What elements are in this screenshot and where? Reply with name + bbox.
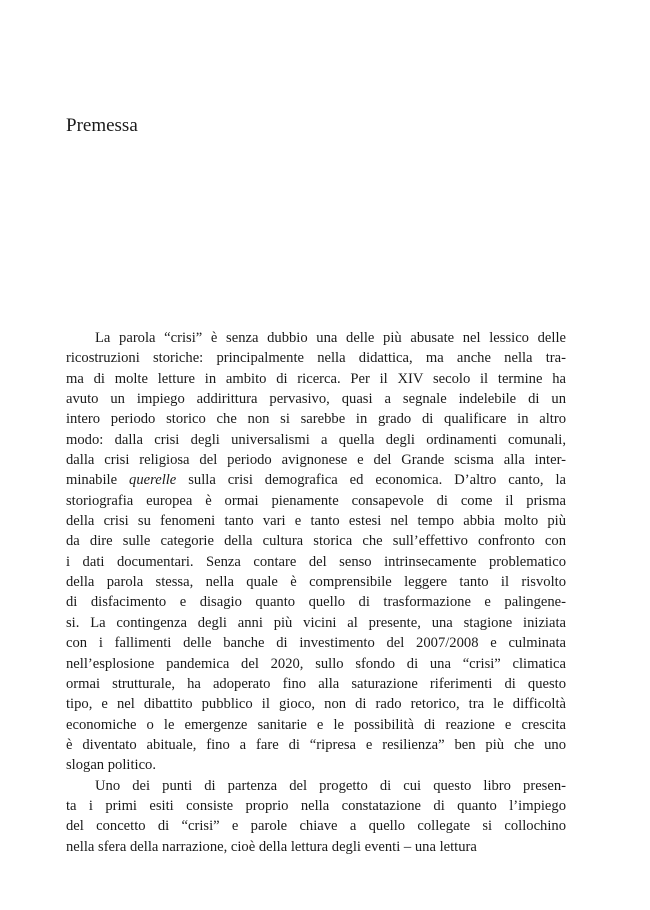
text-line — [66, 470, 566, 490]
text-line: La parola “crisi” è senza dubbio una delle più abusate nel lessico delle — [95, 330, 566, 346]
paragraph — [66, 776, 566, 857]
text-line: si. La contingenza degli anni più vicini al presente, una stagione iniziata — [66, 614, 566, 631]
chapter-title: Premessa — [66, 115, 138, 136]
text-line: della crisi su fenomeni tanto vari e tanto estesi nel tempo abbia molto più — [66, 513, 566, 530]
text-line: nella sfera della narrazione, cioè della lettura degli eventi – una lettura — [66, 838, 477, 855]
text-line: avuto un impiego addirittura pervasivo, quasi a segnale indelebile di un — [66, 391, 566, 408]
body-text — [66, 328, 566, 857]
text-line: con i fallimenti delle banche di investimento del 2007/2008 e culminata — [66, 635, 566, 652]
italic-term: querelle — [129, 472, 177, 489]
text-line: slogan politico. — [66, 757, 156, 774]
text-segment: minabile — [66, 472, 130, 489]
text-line: economiche o le emergenze sanitarie e le possibilità di reazione e crescita — [66, 716, 566, 733]
text-line: tipo, e nel dibattito pubblico il gioco, non di rado retorico, tra le difficoltà — [66, 696, 566, 713]
text-line: Uno dei punti di partenza del progetto di cui questo libro presen- — [95, 777, 566, 794]
text-line: è diventato abituale, fino a fare di “ripresa e resilienza” ben più che uno — [66, 736, 566, 753]
text-line: della parola stessa, nella quale è comprensibile leggere tanto il risvolto — [66, 574, 566, 591]
text-line: del concetto di “crisi” e parole chiave a quello collegate si collochino — [66, 818, 566, 835]
text-segment: sulla crisi demografica ed economica. D’altro canto, la — [176, 472, 567, 489]
text-line: ormai strutturale, ha adoperato fino alla saturazione riferimenti di questo — [66, 675, 566, 692]
text-line: nell’esplosione pandemica del 2020, sullo sfondo di una “crisi” climatica — [66, 655, 566, 672]
text-line: ta i primi esiti consiste proprio nella constatazione di quanto l’impiego — [66, 797, 566, 814]
text-line: intero periodo storico che non si sarebbe in grado di qualificare in altro — [66, 411, 566, 428]
text-line: ma di molte letture in ambito di ricerca. Per il XIV secolo il termine ha — [66, 370, 566, 387]
text-line: dalla crisi religiosa del periodo avignonese e del Grande scisma alla inter- — [66, 452, 566, 469]
text-line: storiografia europea è ormai pienamente consapevole di come il prisma — [66, 492, 566, 509]
text-line: da dire sulle categorie della cultura storica che sull’effettivo confronto con — [66, 533, 566, 550]
text-line: i dati documentari. Senza contare del senso intrinsecamente problematico — [66, 553, 566, 570]
paragraph — [66, 328, 566, 776]
text-line: di disfacimento e disagio quanto quello di trasformazione e palingene- — [66, 594, 566, 611]
text-line: modo: dalla crisi degli universalismi a quella degli ordinamenti comunali, — [66, 431, 566, 448]
text-line: ricostruzioni storiche: principalmente nella didattica, ma anche nella tra- — [66, 350, 566, 367]
